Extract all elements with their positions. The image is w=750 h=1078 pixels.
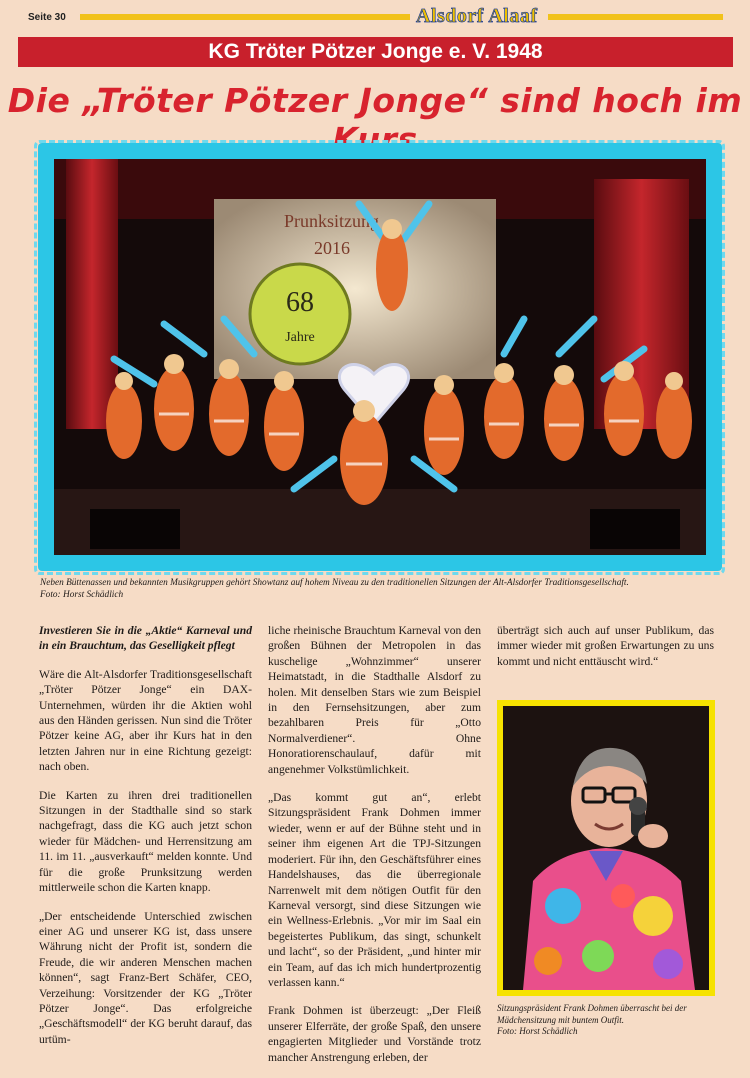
article-paragraph: liche rheinische Brauchtum Karneval von den großen Bühnen der Metropolen in das kuschelige „Wohnzimmer“ unserer Heimatstadt, in die Stadthalle Alsdorf zu holen. Mit denselben Stars wie zum Beispiel in den Fernsehsitzungen, aber zum bezahlbaren Preis für „Otto Normalverdiener“. Ohne Honoratiorenschaulauf, dafür mit angenehmer Volkstümlichkeit. [268, 624, 481, 776]
portrait-caption-text: Sitzungspräsident Frank Dohmen überrascht bei der Mädchensitzung mit buntem Outfit. [497, 1003, 687, 1025]
article-paragraph: überträgt sich auch auf unser Publikum, das immer wieder mit großen Erwartungen zu uns kommt und nicht enttäuscht wird.“ [497, 624, 714, 668]
screen-year: 2016 [314, 238, 350, 258]
badge-number: 68 [286, 287, 314, 318]
header-rule-right [548, 14, 723, 20]
portrait-frame [497, 700, 715, 996]
portrait-caption [497, 1003, 715, 1038]
page-header [0, 0, 750, 26]
article-paragraph: Frank Dohmen ist überzeugt: „Der Fleiß unserer Elferräte, der große Spaß, den unsere engagierten Mitglieder und Vorstände trotz mancher Anstrengung erleben, der [268, 1004, 481, 1064]
article-headline: Die „Tröter Pötzer Jonge“ sind hoch im [7, 81, 743, 120]
article-paragraph: Wäre die Alt-Alsdorfer Traditionsgesellschaft „Tröter Pötzer Jonge“ ein DAX-Unternehmen, würden ihr die Aktien wohl aus den Händen gerissen. Nun sind die Tröter Pötzer keine AG, aber ihr Kurs hat in den letzten Jahren nur in eine Richtung gezeigt: nach oben. [39, 667, 252, 774]
section-banner: KG Tröter Pötzer Jonge e. V. 1948 [18, 37, 733, 67]
article-column-1 [39, 623, 252, 1060]
badge-label: Jahre [285, 330, 315, 345]
article-column-3 [497, 623, 714, 682]
article-lead: Investieren Sie in die „Aktie“ Karneval und in ein Brauchtum, das Geselligkeit pflegt [39, 624, 252, 653]
photo-caption [40, 577, 730, 601]
photo-frame [38, 143, 722, 571]
portrait-credit: Foto: Horst Schädlich [497, 1026, 578, 1036]
photo-credit: Foto: Horst Schädlich [40, 590, 124, 600]
page-number: Seite 30 [28, 12, 66, 23]
alsdorf-alaaf-logo: Alsdorf Alaaf [416, 5, 538, 27]
screen-title: Prunksitzung [284, 211, 380, 231]
showdance-photo [54, 159, 706, 555]
header-rule-left [80, 14, 410, 20]
article-paragraph: „Das kommt gut an“, erlebt Sitzungspräsident Frank Dohmen immer wieder, wenn er auf der Bühne steht und in seiner ihm eigenen Art die TPJ-Sitzungen moderiert. Für ihn, den Geschäftsführer eines Handelshauses, das die überregionale Narrenwelt mit dem nötigen Outfit für den Karneval versorgt, sind diese Sitzungen wie ein Wellness-Erlebnis. „Vor mir im Saal ein begeistertes Publikum, das singt, schunkelt und lacht“, so der Präsident, „und hinter mir ein Team, auf das ich mich hundertprozentig verlassen kann.“ [268, 791, 481, 989]
article-paragraph: „Der entscheidende Unterschied zwischen einer AG und unserer KG ist, dass unsere Währung nicht der Profit ist, sondern die Freude, die wir anderen Menschen machen können“, sagt Franz-Bert Schäfer, CEO, Verzeihung: Vorsitzender der KG „Tröter Pötzer Jonge“. Das erfolgreiche „Geschäftsmodell“ der KG beruht darauf, das urtüm- [39, 909, 252, 1046]
showdance-illustration [54, 159, 706, 555]
president-photo [503, 706, 709, 990]
article-column-2 [268, 623, 481, 1078]
president-illustration [503, 706, 709, 990]
article-paragraph: Die Karten zu ihren drei traditionellen Sitzungen in der Stadthalle sind so stark nachgefragt, dass die KG auch jetzt schon wieder für Mädchen- und Herrensitzung am 11. im 11. „ausverkauft“ melden konnte. Und für die große Prunksitzung werden mittlerweile schon die Karten knapp. [39, 788, 252, 895]
photo-caption-text: Neben Büttenassen und bekannten Musikgruppen gehört Showtanz auf hohem Niveau zu den traditionellen Sitzungen der Alt-Alsdorfer Traditionsgesellschaft. [40, 578, 629, 588]
